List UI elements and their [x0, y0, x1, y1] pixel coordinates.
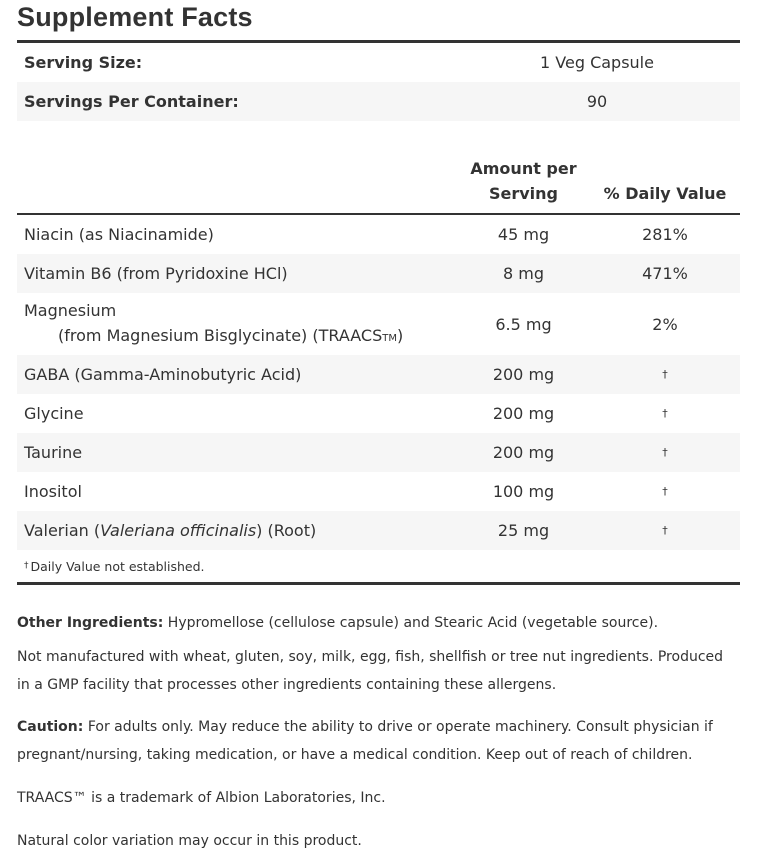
column-header-row [17, 121, 740, 213]
nutrient-name-suffix: ) (Root) [256, 521, 317, 540]
nutrient-amount: 100 mg [492, 482, 555, 501]
nutrient-name: Niacin (as Niacinamide) [24, 225, 214, 244]
caution-label: Caution: [17, 719, 84, 735]
nutrient-amount: 200 mg [492, 443, 555, 462]
nutrient-name-prefix: Valerian ( [24, 521, 101, 540]
serving-size-row [17, 43, 740, 82]
trademark-mark: TM [382, 332, 397, 344]
nutrient-row [17, 355, 740, 394]
nutrient-name-latin: Valeriana officinalis [100, 521, 257, 540]
page-title: Supplement Facts [17, 2, 253, 32]
nutrient-row [17, 254, 740, 293]
serving-size-label: Serving Size: [24, 53, 143, 72]
footnote-text: Daily Value not established. [30, 558, 205, 574]
nutrient-daily-value: † [662, 446, 668, 459]
nutrient-name [17, 298, 457, 351]
amount-column-header [457, 156, 590, 213]
nutrient-amount: 45 mg [497, 225, 550, 244]
nutrient-amount: 6.5 mg [495, 314, 552, 334]
daily-value-column-header: % Daily Value [603, 184, 727, 203]
nutrient-daily-value: † [662, 485, 668, 498]
nutrient-amount: 200 mg [492, 365, 555, 384]
other-ingredients [17, 609, 737, 637]
nutrient-name-line2 [24, 323, 457, 351]
nutrient-source: (from Magnesium Bisglycinate) (TRAACS [58, 325, 383, 345]
nutrient-source-end: ) [396, 325, 404, 345]
nutrient-name-line1: Magnesium [24, 300, 117, 320]
nutrient-daily-value: 2% [652, 314, 678, 334]
nutrient-amount: 25 mg [497, 521, 550, 540]
nutrient-daily-value: 471% [642, 264, 688, 283]
caution-statement [17, 713, 737, 769]
nutrient-name: Vitamin B6 (from Pyridoxine HCl) [24, 264, 288, 283]
serving-size-value: 1 Veg Capsule [540, 53, 654, 72]
allergen-statement: Not manufactured with wheat, gluten, soy, milk, egg, fish, shellfish or tree nut ingredients. Produced in a GMP facility that processes other ingredients containing these allergens. [17, 649, 724, 693]
nutrient-row [17, 293, 740, 355]
nutrient-daily-value: † [662, 524, 668, 537]
trademark-note: TRAACS™ is a trademark of Albion Laboratories, Inc. [17, 790, 386, 806]
nutrient-name: Glycine [24, 404, 84, 423]
nutrient-daily-value: 281% [642, 225, 688, 244]
color-variation-note: Natural color variation may occur in this product. [17, 833, 362, 849]
nutrient-row [17, 215, 740, 254]
servings-per-container-value: 90 [586, 92, 608, 111]
nutrient-name: Taurine [24, 443, 83, 462]
nutrient-name: GABA (Gamma-Aminobutyric Acid) [24, 365, 302, 384]
amount-header-line2: Serving [488, 184, 559, 203]
nutrient-name [17, 521, 457, 540]
supplement-facts-panel [17, 40, 740, 585]
other-ingredients-label: Other Ingredients: [17, 615, 164, 631]
bottom-rule [17, 582, 740, 585]
servings-per-container-label: Servings Per Container: [24, 92, 239, 111]
nutrient-row [17, 472, 740, 511]
footnote [17, 550, 740, 582]
nutrient-daily-value: † [662, 368, 668, 381]
caution-text: For adults only. May reduce the ability to drive or operate machinery. Consult physician if pregnant/nursing, taking medication, or have a medical condition. Keep out of reach of children. [17, 719, 713, 763]
amount-header-line1: Amount per [470, 159, 577, 178]
nutrient-name: Inositol [24, 482, 82, 501]
nutrient-amount: 8 mg [502, 264, 544, 283]
nutrient-row [17, 511, 740, 550]
servings-per-container-row [17, 82, 740, 121]
nutrient-daily-value: † [662, 407, 668, 420]
nutrient-row [17, 433, 740, 472]
footnote-symbol: † [24, 561, 29, 571]
nutrient-amount: 200 mg [492, 404, 555, 423]
nutrient-row [17, 394, 740, 433]
other-ingredients-text: Hypromellose (cellulose capsule) and Stearic Acid (vegetable source). [163, 615, 659, 631]
